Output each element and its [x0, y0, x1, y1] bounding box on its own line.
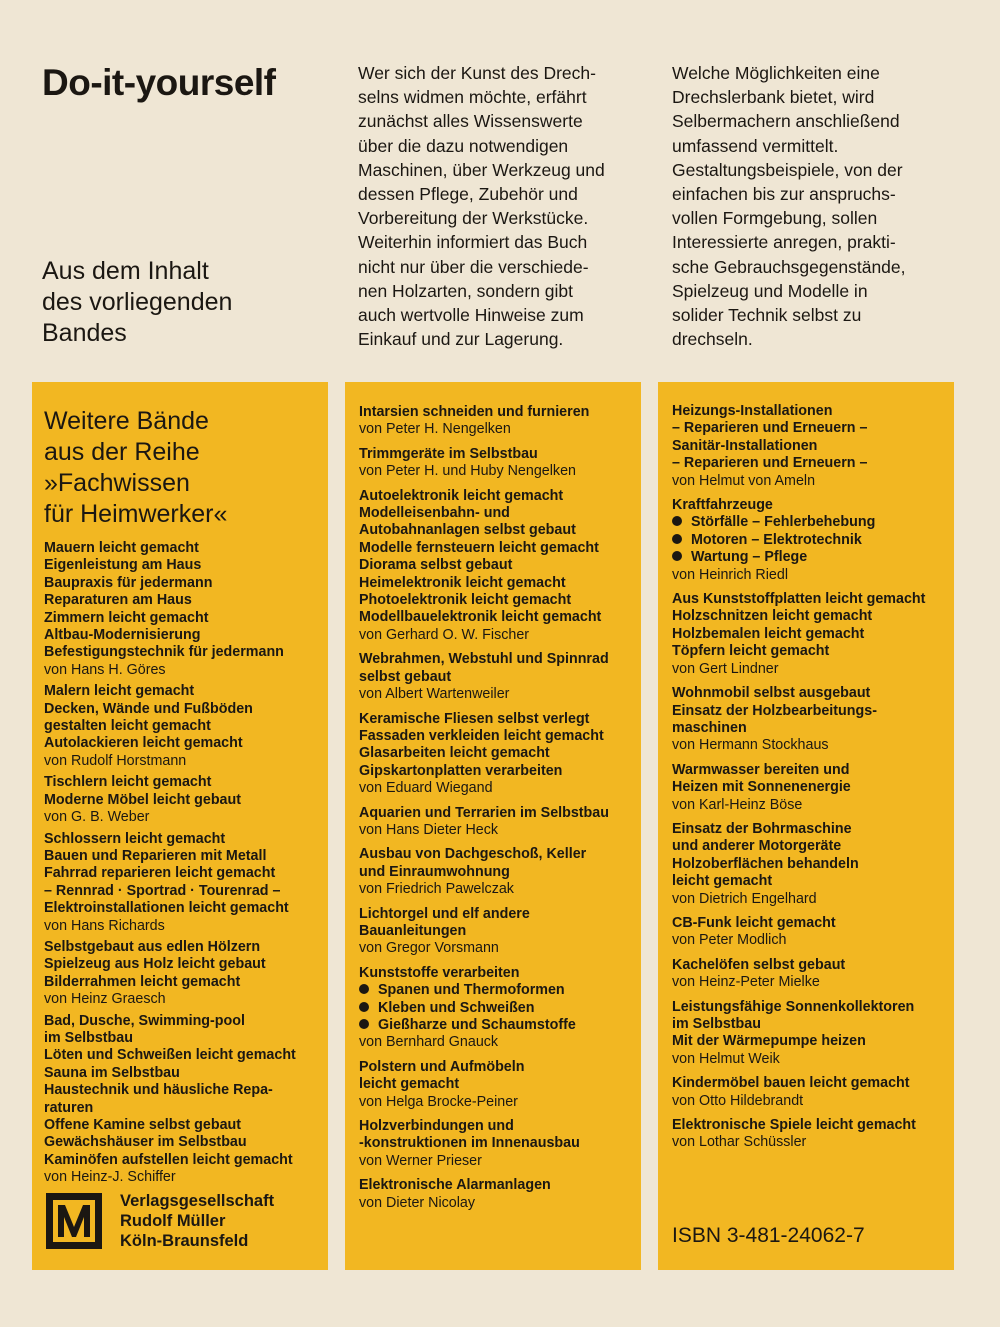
book-titles: [44, 540, 318, 662]
book-title: Moderne Möbel leicht gebaut: [44, 791, 241, 808]
book-entry: [359, 488, 633, 645]
book-entry: [672, 999, 946, 1069]
book-title: Autoelektronik leicht gemacht: [359, 487, 564, 504]
book-title: Modelleisenbahn- und: [359, 505, 510, 522]
book-title: im Selbstbau: [44, 1029, 133, 1046]
book-entry: [359, 906, 633, 958]
book-entry: [359, 446, 633, 481]
book-title: Fassaden verkleiden leicht gemacht: [359, 727, 604, 744]
intro-line: einfachen bis zur anspruchs-: [672, 184, 896, 205]
book-title: Zimmern leicht gemacht: [44, 609, 209, 626]
intro-line: Wer sich der Kunst des Drech-: [358, 63, 596, 83]
book-title: Intarsien schneiden und furnieren: [359, 404, 590, 420]
subtitle-line: Aus dem Inhalt: [42, 257, 209, 285]
book-title: Schlossern leicht gemacht: [44, 830, 226, 847]
book-titles: [359, 446, 633, 463]
book-entry: [672, 821, 946, 908]
book-author: von Helga Brocke-Peiner: [359, 1093, 518, 1110]
book-title: Webrahmen, Webstuhl und Spinnrad: [359, 651, 609, 668]
book-title: Trimmgeräte im Selbstbau: [359, 445, 538, 462]
book-title: Mit der Wärmepumpe heizen: [672, 1033, 866, 1050]
series-title-line: für Heimwerker«: [44, 500, 228, 528]
book-title: Gipskartonplatten verarbeiten: [359, 762, 563, 779]
intro-line: Einkauf und zur Lagerung.: [358, 329, 564, 350]
subtitle-line: des vorliegenden: [42, 288, 233, 316]
intro-line: drechseln.: [672, 329, 753, 350]
book-title: Photoelektronik leicht gemacht: [359, 592, 572, 609]
book-title: Diorama selbst gebaut: [359, 557, 513, 574]
book-entry: [359, 965, 633, 1052]
book-titles: [44, 683, 318, 753]
book-title: Spanen und Thermoformen: [359, 982, 633, 999]
book-title: Heizungs-Installationen: [672, 403, 833, 419]
book-titles: [359, 805, 633, 822]
publisher-block: [46, 1191, 274, 1251]
book-entry: [44, 1013, 318, 1187]
book-title: Bilderrahmen leicht gemacht: [44, 973, 241, 990]
book-title: raturen: [44, 1099, 94, 1116]
book-author: von Peter H. und Huby Nengelken: [359, 463, 576, 480]
intro-line: über die dazu notwendigen: [358, 135, 569, 156]
page-title: Do-it-yourself: [42, 62, 276, 103]
book-titles: [359, 846, 633, 881]
book-title: leicht gemacht: [672, 873, 773, 890]
book-titles: [359, 651, 633, 686]
book-title: Kunststoffe verarbeiten: [359, 964, 520, 981]
book-author: von G. B. Weber: [44, 809, 150, 826]
book-title: Einsatz der Bohrmaschine: [672, 820, 852, 837]
book-list-right: [672, 403, 946, 1152]
book-title: Sauna im Selbstbau: [44, 1064, 180, 1081]
book-title: Warmwasser bereiten und: [672, 761, 850, 778]
book-titles: [44, 831, 318, 918]
book-entry: [672, 685, 946, 755]
book-title: Aquarien und Terrarien im Selbstbau: [359, 804, 609, 821]
book-title: Elektronische Spiele leicht gemacht: [672, 1117, 916, 1134]
book-title: Ausbau von Dachgeschoß, Keller: [359, 846, 587, 863]
book-title: Holzverbindungen und: [359, 1118, 514, 1135]
intro-line: Selbermachern anschließend: [672, 111, 900, 132]
book-titles: [672, 762, 946, 797]
book-entry: [44, 774, 318, 826]
book-title: Kleben und Schweißen: [359, 1000, 633, 1017]
book-title: Autolackieren leicht gemacht: [44, 735, 243, 752]
book-title: Autobahnanlagen selbst gebaut: [359, 522, 576, 539]
isbn: ISBN 3-481-24062-7: [672, 1224, 865, 1247]
book-title: im Selbstbau: [672, 1016, 761, 1032]
book-titles: [672, 497, 946, 567]
intro-line: Spielzeug und Modelle in: [672, 280, 868, 301]
intro-text-column-3: [672, 61, 972, 351]
book-entry: [672, 915, 946, 950]
book-author: von Lothar Schüssler: [672, 1134, 807, 1151]
book-titles: [672, 821, 946, 891]
book-author: von Heinz-J. Schiffer: [44, 1169, 176, 1186]
book-title: Kaminöfen aufstellen leicht gemacht: [44, 1151, 293, 1168]
subtitle: [42, 256, 322, 349]
book-titles: [359, 488, 633, 627]
subtitle-line: Bandes: [42, 319, 127, 347]
book-titles: [44, 774, 318, 809]
book-title: Holzschnitzen leicht gemacht: [672, 608, 873, 625]
book-entry: [44, 683, 318, 770]
book-title: maschinen: [672, 719, 747, 736]
book-titles: [359, 1177, 633, 1194]
book-titles: [672, 1075, 946, 1092]
book-entry: [359, 846, 633, 898]
book-titles: [359, 1059, 633, 1094]
book-title: Keramische Fliesen selbst verlegt: [359, 710, 590, 727]
book-title: Sanitär-Installationen: [672, 437, 818, 454]
book-titles: [44, 1013, 318, 1170]
book-title: Offene Kamine selbst gebaut: [44, 1117, 242, 1133]
book-author: von Helmut Weik: [672, 1050, 780, 1067]
book-title: Glasarbeiten leicht gemacht: [359, 745, 550, 762]
book-title: – Rennrad · Sportrad · Tourenrad –: [44, 882, 281, 899]
book-title: Motoren – Elektrotechnik: [672, 532, 946, 549]
book-title: Kraftfahrzeuge: [672, 497, 773, 514]
book-title: Leistungsfähige Sonnenkollektoren: [672, 998, 915, 1015]
book-title: Bad, Dusche, Swimming-pool: [44, 1012, 245, 1029]
intro-line: Interessierte anregen, prakti-: [672, 232, 896, 253]
book-author: von Karl-Heinz Böse: [672, 796, 803, 813]
book-title: Heizen mit Sonnenenergie: [672, 779, 851, 796]
book-title: CB-Funk leicht gemacht: [672, 914, 836, 931]
publisher-logo-icon: [46, 1193, 102, 1249]
book-author: von Otto Hildebrandt: [672, 1092, 804, 1109]
book-title: Gießharze und Schaumstoffe: [359, 1017, 633, 1034]
book-title: Modellbauelektronik leicht gemacht: [359, 609, 602, 626]
book-author: von Gert Lindner: [672, 660, 779, 677]
book-author: von Gregor Vorsmann: [359, 940, 499, 957]
book-title: Wartung – Pflege: [672, 549, 946, 566]
book-title: Wohnmobil selbst ausgebaut: [672, 685, 871, 702]
book-titles: [672, 591, 946, 661]
book-title: Holzbemalen leicht gemacht: [672, 625, 865, 642]
book-entry: [672, 762, 946, 814]
publisher-line: Köln-Braunsfeld: [120, 1232, 249, 1250]
book-title: Selbstgebaut aus edlen Hölzern: [44, 938, 261, 955]
publisher-line: Verlagsgesellschaft: [120, 1192, 275, 1210]
book-title: – Reparieren und Erneuern –: [672, 420, 868, 437]
book-title: Eigenleistung am Haus: [44, 557, 202, 574]
publisher-line: Rudolf Müller: [120, 1212, 226, 1230]
book-entry: [672, 1117, 946, 1152]
book-title: Befestigungstechnik für jedermann: [44, 644, 284, 661]
book-entry: [359, 1059, 633, 1111]
book-author: von Rudolf Horstmann: [44, 752, 187, 769]
book-titles: [359, 404, 633, 421]
book-title: Spielzeug aus Holz leicht gebaut: [44, 956, 266, 973]
intro-line: zunächst alles Wissenswerte: [358, 111, 583, 132]
book-author: von Hermann Stockhaus: [672, 737, 829, 754]
book-author: von Dietrich Engelhard: [672, 890, 817, 907]
book-entry: [359, 711, 633, 798]
series-title-line: Weitere Bände: [44, 407, 209, 435]
book-list-middle: [359, 404, 633, 1212]
intro-line: dessen Pflege, Zubehör und: [358, 184, 578, 205]
book-title: Töpfern leicht gemacht: [672, 643, 830, 660]
book-title: Bauen und Reparieren mit Metall: [44, 847, 267, 864]
book-entry: [672, 591, 946, 678]
book-author: von Gerhard O. W. Fischer: [359, 626, 530, 643]
book-title: Bauanleitungen: [359, 922, 467, 939]
book-title: Holzoberflächen behandeln: [672, 855, 859, 872]
series-panel-left: [32, 382, 328, 1270]
book-title: Störfälle – Fehlerbehebung: [672, 514, 946, 531]
book-author: von Eduard Wiegand: [359, 780, 493, 797]
book-entry: [359, 1177, 633, 1212]
book-entry: [672, 497, 946, 584]
intro-line: nicht nur über die verschiede-: [358, 256, 589, 277]
intro-line: selns widmen möchte, erfährt: [358, 87, 587, 108]
book-entry: [672, 403, 946, 490]
book-title: Malern leicht gemacht: [44, 683, 195, 700]
book-entry: [359, 805, 633, 840]
publisher-name: [120, 1191, 274, 1251]
book-author: von Peter H. Nengelken: [359, 421, 511, 438]
book-title: Lichtorgel und elf andere: [359, 905, 530, 922]
book-author: von Hans H. Göres: [44, 661, 166, 678]
series-title-line: »Fachwissen: [44, 469, 190, 497]
book-title: Polstern und Aufmöbeln: [359, 1058, 525, 1075]
book-author: von Heinrich Riedl: [672, 566, 789, 583]
book-entry: [359, 1118, 633, 1170]
series-title-line: aus der Reihe: [44, 438, 200, 466]
book-title: und anderer Motorgeräte: [672, 838, 842, 855]
book-title: Baupraxis für jedermann: [44, 574, 213, 591]
intro-text-column-2: [358, 61, 648, 351]
book-author: von Helmut von Ameln: [672, 472, 816, 489]
book-title: Löten und Schweißen leicht gemacht: [44, 1047, 296, 1064]
book-title: – Reparieren und Erneuern –: [672, 455, 868, 472]
book-author: von Albert Wartenweiler: [359, 686, 510, 703]
book-list-left: [44, 540, 318, 1187]
book-title: -konstruktionen im Innenausbau: [359, 1135, 580, 1152]
book-entry: [672, 1075, 946, 1110]
book-title: Haustechnik und häusliche Repa-: [44, 1082, 273, 1099]
book-titles: [672, 403, 946, 473]
book-titles: [672, 999, 946, 1051]
book-titles: [672, 1117, 946, 1134]
intro-line: Weiterhin informiert das Buch: [358, 232, 588, 253]
intro-line: Gestaltungsbeispiele, von der: [672, 159, 903, 180]
intro-line: umfassend vermittelt.: [672, 135, 839, 156]
book-title: Tischlern leicht gemacht: [44, 774, 212, 791]
book-title: Modelle fernsteuern leicht gemacht: [359, 539, 599, 556]
book-title: Aus Kunststoffplatten leicht gemacht: [672, 591, 926, 608]
book-titles: [44, 939, 318, 991]
book-title: Elektronische Alarmanlagen: [359, 1177, 551, 1194]
book-title: und Einraumwohnung: [359, 863, 510, 880]
book-author: von Hans Dieter Heck: [359, 821, 499, 838]
book-title: Kachelöfen selbst gebaut: [672, 956, 846, 973]
intro-line: Drechslerbank bietet, wird: [672, 87, 875, 108]
book-title: Decken, Wände und Fußböden: [44, 700, 253, 717]
intro-line: Maschinen, über Werkzeug und: [358, 159, 605, 180]
book-author: von Dieter Nicolay: [359, 1194, 476, 1211]
book-title: Gewächshäuser im Selbstbau: [44, 1134, 247, 1151]
book-title: selbst gebaut: [359, 668, 452, 685]
book-author: von Peter Modlich: [672, 932, 787, 949]
book-title: Mauern leicht gemacht: [44, 540, 199, 556]
book-title: Fahrrad reparieren leicht gemacht: [44, 865, 276, 882]
book-title: Heimelektronik leicht gemacht: [359, 574, 566, 591]
book-titles: [359, 906, 633, 941]
intro-line: sche Gebrauchsgegenstände,: [672, 256, 906, 277]
intro-line: Welche Möglichkeiten eine: [672, 63, 880, 83]
intro-line: solider Technik selbst zu: [672, 305, 862, 326]
book-titles: [359, 711, 633, 781]
book-entry: [44, 939, 318, 1009]
book-author: von Heinz Graesch: [44, 991, 166, 1008]
book-entry: [359, 404, 633, 439]
series-panel-middle: [345, 382, 641, 1270]
book-titles: [672, 685, 946, 737]
book-author: von Bernhard Gnauck: [359, 1034, 499, 1051]
book-entry: [359, 651, 633, 703]
book-titles: [672, 915, 946, 932]
intro-line: vollen Formgebung, sollen: [672, 208, 878, 229]
book-titles: [359, 965, 633, 1035]
series-panel-right: [658, 382, 954, 1270]
book-title: Elektroinstallationen leicht gemacht: [44, 900, 289, 917]
intro-line: auch wertvolle Hinweise zum: [358, 305, 584, 326]
book-author: von Hans Richards: [44, 917, 165, 934]
series-title: [44, 406, 318, 530]
book-title: Kindermöbel bauen leicht gemacht: [672, 1075, 910, 1092]
book-author: von Heinz-Peter Mielke: [672, 974, 820, 991]
book-title: Einsatz der Holzbearbeitungs-: [672, 702, 877, 719]
book-entry: [44, 831, 318, 935]
book-author: von Werner Prieser: [359, 1152, 482, 1169]
intro-line: Vorbereitung der Werkstücke.: [358, 208, 589, 229]
book-title: Reparaturen am Haus: [44, 592, 192, 609]
book-title: leicht gemacht: [359, 1076, 460, 1093]
book-titles: [359, 1118, 633, 1153]
book-title: gestalten leicht gemacht: [44, 718, 211, 735]
book-author: von Friedrich Pawelczak: [359, 881, 514, 898]
book-title: Altbau-Modernisierung: [44, 627, 201, 644]
book-titles: [672, 957, 946, 974]
intro-line: nen Holzarten, sondern gibt: [358, 280, 573, 301]
book-entry: [672, 957, 946, 992]
book-entry: [44, 540, 318, 679]
